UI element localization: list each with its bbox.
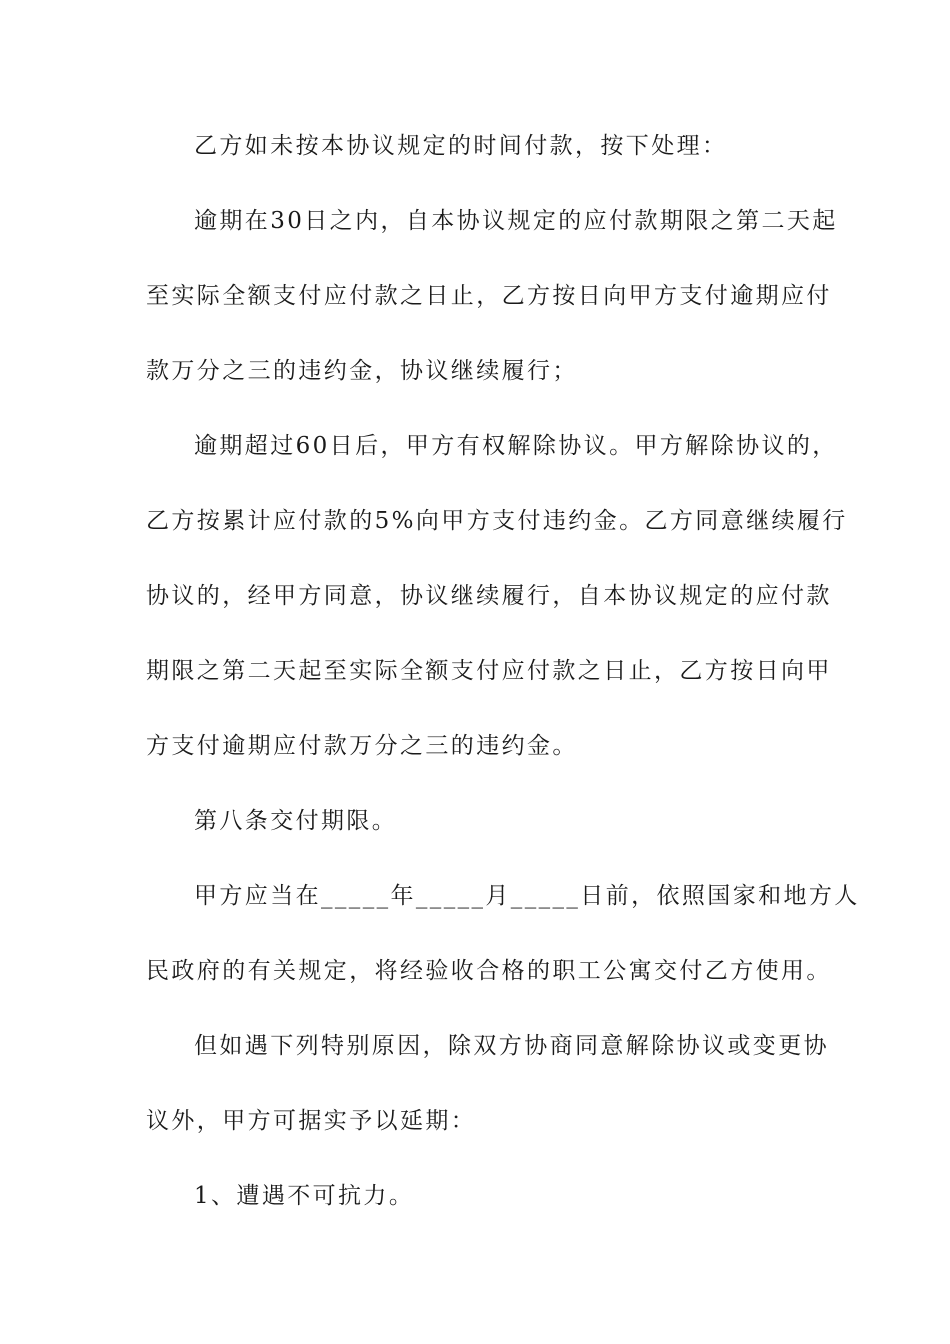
list-item-force-majeure xyxy=(146,1159,806,1234)
paragraph-line: 但如遇下列特别原因，除双方协商同意解除协议或变更协 xyxy=(194,1033,829,1059)
paragraph-delay-exceptions xyxy=(146,1009,829,1159)
paragraph-line: 逾期在30日之内，自本协议规定的应付款期限之第二天起 xyxy=(194,208,838,234)
paragraph-line: 乙方按累计应付款的5%向甲方支付违约金。乙方同意继续履行 xyxy=(146,508,848,534)
paragraph-line: 协议的，经甲方同意，协议继续履行，自本协议规定的应付款 xyxy=(146,583,832,609)
paragraph-line: 民政府的有关规定，将经验收合格的职工公寓交付乙方使用。 xyxy=(146,958,832,984)
paragraph-overdue-within-30-days xyxy=(146,184,838,409)
paragraph-line: 甲方应当在_____年_____月_____日前，依照国家和地方人 xyxy=(194,883,860,909)
paragraph-line: 款万分之三的违约金，协议继续履行； xyxy=(146,358,578,384)
paragraph-line: 方支付逾期应付款万分之三的违约金。 xyxy=(146,733,578,759)
paragraph-line: 第八条交付期限。 xyxy=(194,808,398,834)
paragraph-line: 乙方如未按本协议规定的时间付款，按下处理： xyxy=(194,133,728,159)
paragraph-delivery-date xyxy=(146,859,860,1009)
paragraph-line: 议外，甲方可据实予以延期： xyxy=(146,1108,477,1134)
document-body xyxy=(146,109,860,1234)
paragraph-line: 期限之第二天起至实际全额支付应付款之日止，乙方按日向甲 xyxy=(146,658,832,684)
paragraph-line: 逾期超过60日后，甲方有权解除协议。甲方解除协议的， xyxy=(194,433,838,459)
section-heading-article-8 xyxy=(146,784,806,859)
paragraph-overdue-over-60-days xyxy=(146,409,848,784)
paragraph-late-payment-intro xyxy=(146,109,806,184)
paragraph-line: 至实际全额支付应付款之日止，乙方按日向甲方支付逾期应付 xyxy=(146,283,832,309)
paragraph-line: 1、遭遇不可抗力。 xyxy=(194,1183,415,1209)
